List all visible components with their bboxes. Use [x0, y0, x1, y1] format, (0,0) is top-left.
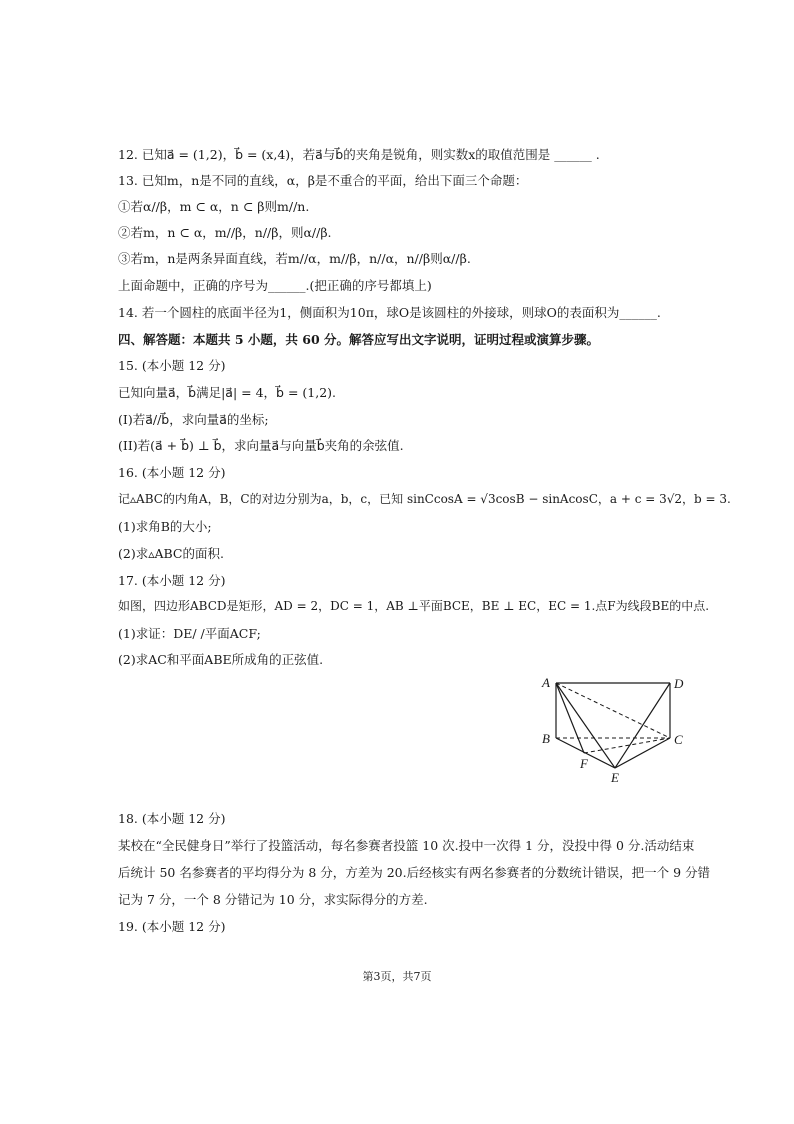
label-D: D	[674, 676, 684, 691]
question-17-stem: 如图，四边形ABCD是矩形，AD = 2，DC = 1，AB ⊥平面BCE，BE ⊥ EC，EC = 1.点F为线段BE的中点.	[118, 599, 710, 613]
question-13-prompt: 上面命题中，正确的序号为______.(把正确的序号都填上)	[118, 278, 432, 293]
label-F: F	[580, 756, 588, 771]
question-15-header: 15. (本小题 12 分)	[118, 358, 226, 373]
question-16-part-1: (1)求角B的大小;	[118, 519, 212, 534]
question-13-statement-3: ③若m，n是两条异面直线，若m//α，m//β，n//α，n//β则α//β.	[118, 251, 471, 266]
label-A: A	[542, 675, 550, 690]
geometry-figure	[532, 670, 692, 786]
question-16-stem: 记▵ABC的内角A，B，C的对边分别为a，b，c，已知 sinCcosA = √3cosB − sinAcosC，a + c = 3√2，b = 3.	[118, 492, 731, 506]
question-14: 14. 若一个圆柱的底面半径为1，侧面积为10π，球O是该圆柱的外接球，则球O的表面积为______.	[118, 305, 661, 320]
question-16-header: 16. (本小题 12 分)	[118, 465, 226, 480]
label-B: B	[542, 731, 550, 746]
question-18-line-3: 记为 7 分，一个 8 分错记为 10 分，求实际得分的方差.	[118, 892, 428, 907]
question-19-header: 19. (本小题 12 分)	[118, 919, 226, 934]
question-13-statement-2: ②若m，n ⊂ α，m//β，n//β，则α//β.	[118, 225, 332, 240]
question-18-line-2: 后统计 50 名参赛者的平均得分为 8 分，方差为 20.后经核实有两名参赛者的分数统计错误，把一个 9 分错	[118, 865, 711, 880]
question-13-statement-1: ①若α//β，m ⊂ α，n ⊂ β则m//n.	[118, 199, 310, 214]
question-17-header: 17. (本小题 12 分)	[118, 573, 226, 588]
page-footer: 第3页，共7页	[362, 970, 432, 983]
question-12: 12. 已知a⃗ = (1,2)，b⃗ = (x,4)，若a⃗与b⃗的夹角是锐角，则实数x的取值范围是 ______ .	[118, 147, 600, 162]
question-18-header: 18. (本小题 12 分)	[118, 811, 226, 826]
question-15-stem: 已知向量a⃗，b⃗满足|a⃗| = 4，b⃗ = (1,2).	[118, 385, 337, 400]
label-E: E	[611, 770, 619, 785]
question-13: 13. 已知m，n是不同的直线，α，β是不重合的平面，给出下面三个命题：	[118, 173, 528, 188]
question-17-part-1: (1)求证：DE/ /平面ACF;	[118, 626, 261, 641]
edge-DE	[615, 683, 670, 768]
question-17-part-2: (2)求AC和平面ABE所成角的正弦值.	[118, 652, 324, 667]
question-15-part-1: (I)若a⃗//b⃗，求向量a⃗的坐标;	[118, 412, 269, 427]
question-18-line-1: 某校在“全民健身日”举行了投篮活动，每名参赛者投篮 10 次.投中一次得 1 分，没投中得 0 分.活动结束	[118, 838, 695, 853]
question-16-part-2: (2)求▵ABC的面积.	[118, 546, 224, 561]
question-15-part-2: (II)若(a⃗ + b⃗) ⊥ b⃗，求向量a⃗与向量b⃗夹角的余弦值.	[118, 438, 404, 453]
section-4-heading: 四、解答题：本题共 5 小题，共 60 分。解答应写出文字说明，证明过程或演算步骤。	[118, 332, 600, 347]
label-C: C	[674, 732, 683, 747]
